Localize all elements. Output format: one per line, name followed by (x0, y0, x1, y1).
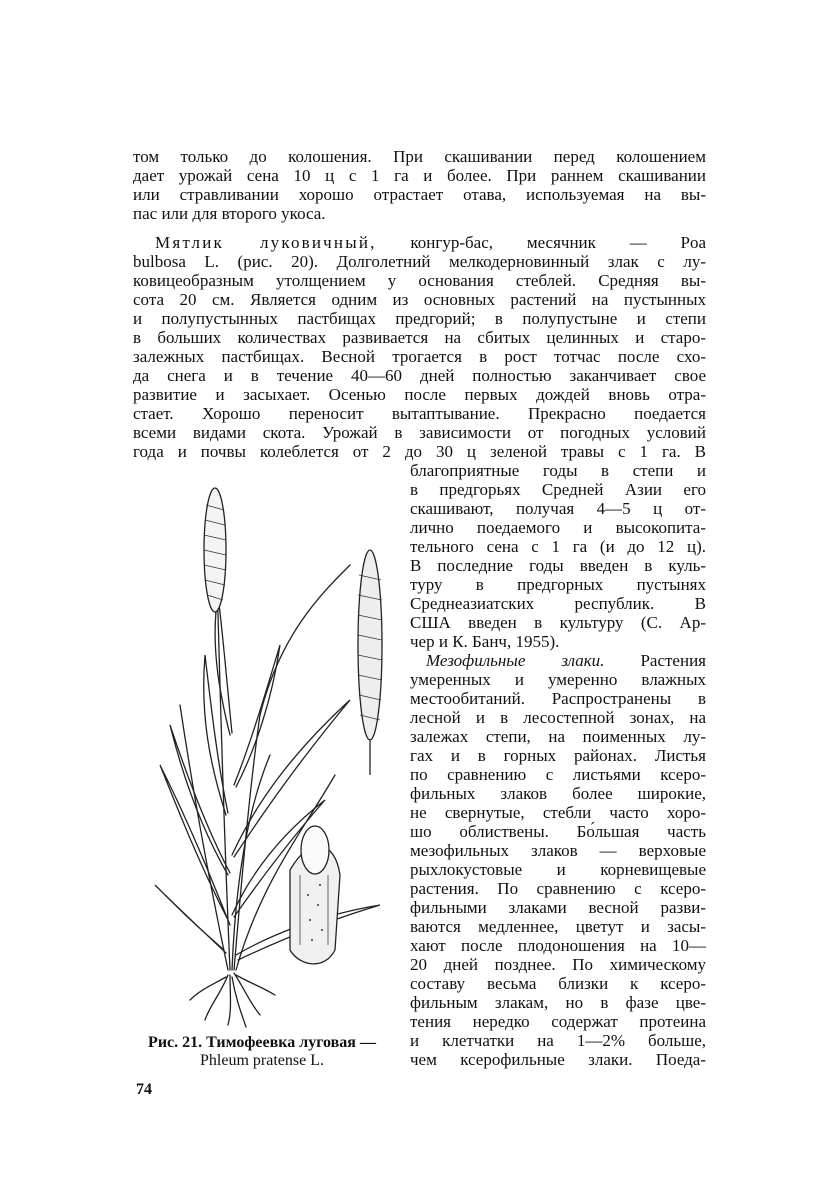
timothy-grass-illustration (150, 455, 400, 1030)
text-line: тения нередко содержат протеина (410, 1012, 706, 1031)
text-line: bulbosa L. (рис. 20). Долголетний мелкодерновинный злак с лу- (133, 252, 706, 271)
text-line: не свернутые, стебли часто хоро- (410, 803, 706, 822)
text-line: местообитаний. Распространены в (410, 689, 706, 708)
text-line: хают после плодоношения на 10— (410, 936, 706, 955)
text-line: пас или для второго укоса. (133, 204, 326, 223)
text-line: или стравливании хорошо отрастает отава, используемая на вы- (133, 185, 706, 204)
figure-caption-title: Рис. 21. Тимофеевка луговая — (148, 1034, 376, 1051)
text-line: составу весьма близки к ксеро- (410, 974, 706, 993)
text-line: 20 дней позднее. По химическому (410, 955, 706, 974)
text-line: фильных злаков более широкие, (410, 784, 706, 803)
text-line: лично поедаемого и высокопита- (410, 518, 706, 537)
text-line: тельного сена с 1 га (и до 12 ц). (410, 537, 706, 556)
text-line: рыхлокустовые и корневищевые (410, 860, 706, 879)
text-line: развитие и засыхает. Осенью после первых дождей вновь отра- (133, 385, 706, 404)
text-line: дает урожай сена 10 ц с 1 га и более. При раннем скашивании (133, 166, 706, 185)
text-line: залежных пастбищах. Весной трогается в рост тотчас после схо- (133, 347, 706, 366)
species-name: Мятлик луковичный, (155, 233, 377, 252)
text-line: гах и в горных районах. Листья (410, 746, 706, 765)
text-line: растения. По сравнению с ксеро- (410, 879, 706, 898)
text-line: США введен в культуру (С. Ар- (410, 613, 706, 632)
text-line: стает. Хорошо переносит вытаптывание. Прекрасно поедается (133, 404, 706, 423)
poa-first-line (155, 233, 706, 252)
text-line: чем ксерофильные злаки. Поеда- (410, 1050, 706, 1069)
text-line: ваются медленнее, цветут и засы- (410, 917, 706, 936)
text-line: шо облиствены. Бо́льшая часть (410, 822, 706, 841)
text-line: мезофильных злаков — верховые (410, 841, 706, 860)
page-number: 74 (136, 1081, 152, 1098)
text-line: умеренных и умеренно влажных (410, 670, 706, 689)
text-line: чер и К. Банч, 1955). (410, 632, 560, 651)
text-line: сота 20 см. Является одним из основных растений на пустынных (133, 290, 706, 309)
text-line: залежах степи, на поименных лу- (410, 727, 706, 746)
text-line: в больших количествах развивается на сбитых целинных и старо- (133, 328, 706, 347)
text-line: благоприятные годы в степи и (410, 461, 706, 480)
text-line: и полупустынных пастбищах предгорий; в полупустыне и степи (133, 309, 706, 328)
text-line: и клетчатки на 1—2% больше, (410, 1031, 706, 1050)
mesophyll-first-line (426, 651, 706, 670)
section-heading: Мезофильные злаки. (426, 651, 605, 670)
text-line: туру в предгорных пустынях (410, 575, 706, 594)
text-line: лесной и в лесостепной зонах, на (410, 708, 706, 727)
text-line: В последние годы введен в куль- (410, 556, 706, 575)
text-line: ковицеобразным утолщением у основания стеблей. Средняя вы- (133, 271, 706, 290)
text-line: Среднеазиатских республик. В (410, 594, 706, 613)
section-heading-rest: Растения (640, 651, 706, 670)
text-line: фильными злаками весной разви- (410, 898, 706, 917)
species-synonyms: конгур-бас, месячник — Poa (410, 233, 707, 252)
text-line: года и почвы колеблется от 2 до 30 ц зеленой травы с 1 га. В (133, 442, 706, 461)
text-line: скашивают, получая 4—5 ц от- (410, 499, 706, 518)
text-line: всеми видами скота. Урожай в зависимости от погодных условий (133, 423, 706, 442)
text-line: фильным злакам, но в фазе цве- (410, 993, 706, 1012)
text-line: в предгорьях Средней Азии его (410, 480, 706, 499)
text-line: том только до колошения. При скашивании перед колошением (133, 147, 706, 166)
text-line: по сравнению с листьями ксеро- (410, 765, 706, 784)
text-line: да снега и в течение 40—60 дней полностью заканчивает свое (133, 366, 706, 385)
figure-caption-latin: Phleum pratense L. (200, 1052, 324, 1069)
